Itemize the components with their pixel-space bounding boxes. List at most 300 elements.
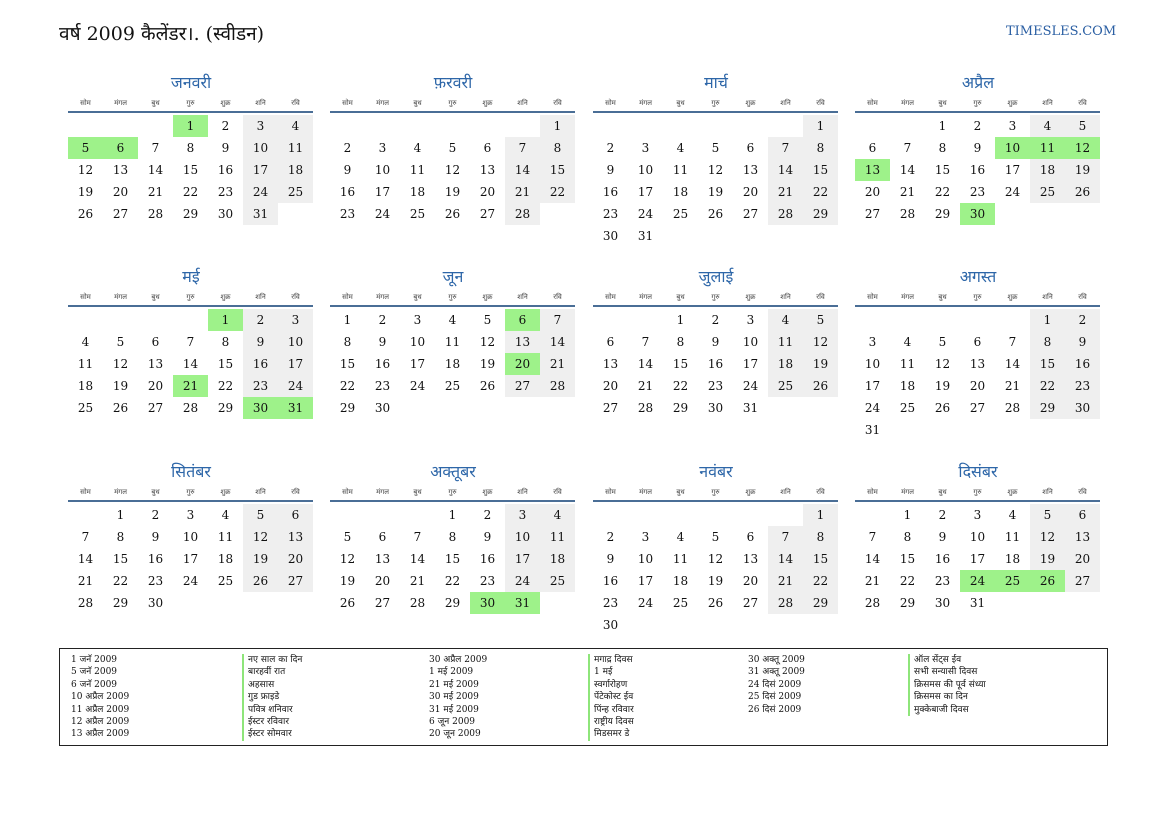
weekday-label: गुरु: [711, 488, 720, 496]
weekday-label: बुध: [938, 99, 947, 107]
day-cell: 15: [899, 552, 916, 566]
empty-cell: [505, 115, 540, 137]
day-cell: 4: [448, 313, 457, 327]
month-rule: [68, 111, 313, 113]
day-cell: 3: [746, 313, 755, 327]
day-cell: 29: [672, 401, 689, 415]
day-cell: 3: [413, 313, 422, 327]
day-grid: [330, 504, 576, 614]
empty-cell: [593, 115, 628, 137]
day-cell: 15: [934, 163, 951, 177]
day-cell: 25: [540, 570, 575, 592]
empty-cell: [593, 504, 628, 526]
day-cell: 25: [217, 574, 234, 588]
day-cell: 8: [343, 335, 352, 349]
weekday-label: मंगल: [639, 99, 652, 107]
day-cell: 19: [77, 185, 94, 199]
day-cell: 22: [934, 185, 951, 199]
day-cell: 21: [899, 185, 916, 199]
day-cell: 18: [768, 353, 803, 375]
weekday-label: मंगल: [376, 293, 389, 301]
weekday-label: गुरु: [448, 293, 457, 301]
weekday-header: [593, 290, 839, 304]
day-cell: 29: [899, 596, 916, 610]
day-cell: 20: [742, 574, 759, 588]
month-rule: [68, 305, 313, 307]
day-cell: 1: [448, 508, 457, 522]
day-cell: 6: [606, 335, 615, 349]
day-cell: 19: [803, 353, 838, 375]
day-cell: 30: [602, 229, 619, 243]
day-cell: 24: [278, 375, 313, 397]
day-cell: 22: [803, 570, 838, 592]
day-cell: 11: [672, 552, 689, 566]
weekday-label: बुध: [413, 293, 422, 301]
empty-cell: [435, 115, 470, 137]
day-cell: 24: [374, 207, 391, 221]
day-cell: 4: [540, 504, 575, 526]
day-cell: 4: [81, 335, 90, 349]
holiday-names: [908, 654, 986, 716]
day-cell: 8: [540, 137, 575, 159]
holiday-day: 31: [505, 592, 540, 614]
weekday-label: गुरु: [973, 99, 982, 107]
day-cell: 25: [672, 596, 689, 610]
holiday-date: 25 दिसं 2009: [748, 692, 802, 703]
empty-cell: [663, 115, 698, 137]
day-cell: 14: [409, 552, 426, 566]
day-cell: 3: [278, 309, 313, 331]
day-cell: 9: [378, 335, 387, 349]
day-cell: 16: [602, 574, 619, 588]
day-cell: 17: [742, 357, 759, 371]
day-cell: 13: [742, 552, 759, 566]
day-cell: 22: [182, 185, 199, 199]
day-cell: 6: [868, 141, 877, 155]
day-cell: 5: [116, 335, 125, 349]
day-cell: 19: [112, 379, 129, 393]
holiday-date: 11 अप्रैल 2009: [71, 704, 130, 715]
empty-cell: [960, 309, 995, 331]
weekday-label: मंगल: [901, 293, 914, 301]
weekday-label: रवि: [816, 99, 825, 107]
day-cell: 3: [641, 141, 650, 155]
day-cell: 25: [278, 181, 313, 203]
day-grid: [68, 309, 314, 419]
day-cell: 5: [1030, 504, 1065, 526]
day-cell: 5: [711, 141, 720, 155]
day-cell: 1: [540, 115, 575, 137]
month-rule: [330, 500, 575, 502]
day-cell: 20: [374, 574, 391, 588]
empty-cell: [103, 115, 138, 137]
holiday-day: 1: [173, 115, 208, 137]
month-block: [593, 459, 839, 636]
holiday-name: नए साल का दिन: [248, 655, 303, 665]
day-cell: 8: [1030, 331, 1065, 353]
holiday-day: 21: [173, 375, 208, 397]
day-cell: 29: [444, 596, 461, 610]
day-cell: 5: [243, 504, 278, 526]
weekday-label: गुरु: [448, 488, 457, 496]
day-cell: 4: [768, 309, 803, 331]
holiday-day: 30: [243, 397, 278, 419]
empty-cell: [855, 309, 890, 331]
day-cell: 8: [903, 530, 912, 544]
day-cell: 6: [483, 141, 492, 155]
day-cell: 25: [899, 401, 916, 415]
day-cell: 2: [606, 141, 615, 155]
day-cell: 27: [742, 596, 759, 610]
holiday-day: 1: [208, 309, 243, 331]
day-cell: 3: [641, 530, 650, 544]
day-cell: 25: [768, 375, 803, 397]
day-cell: 23: [217, 185, 234, 199]
empty-cell: [768, 504, 803, 526]
day-cell: 22: [339, 379, 356, 393]
month-name: दिसंबर: [958, 462, 998, 481]
day-cell: 17: [637, 574, 654, 588]
day-cell: 17: [1004, 163, 1021, 177]
day-cell: 16: [217, 163, 234, 177]
day-cell: 29: [182, 207, 199, 221]
weekday-label: गुरु: [186, 99, 195, 107]
day-grid: [330, 115, 576, 225]
day-cell: 16: [1065, 353, 1100, 375]
holiday-day: 5: [68, 137, 103, 159]
empty-cell: [698, 504, 733, 526]
day-cell: 27: [112, 207, 129, 221]
day-cell: 17: [278, 353, 313, 375]
day-cell: 28: [182, 401, 199, 415]
holiday-date: 26 दिसं 2009: [748, 704, 802, 715]
holiday-day: 6: [103, 137, 138, 159]
month-block: [330, 70, 576, 225]
empty-cell: [365, 504, 400, 526]
day-cell: 29: [112, 596, 129, 610]
weekday-label: रवि: [553, 99, 562, 107]
day-cell: 14: [637, 357, 654, 371]
weekday-label: शनि: [1042, 99, 1053, 107]
holiday-name: सभी सन्यासी दिवस: [914, 667, 978, 678]
day-cell: 21: [147, 185, 164, 199]
day-grid: [855, 115, 1101, 225]
day-cell: 26: [243, 570, 278, 592]
day-cell: 25: [409, 207, 426, 221]
day-cell: 3: [505, 504, 540, 526]
day-cell: 15: [182, 163, 199, 177]
day-cell: 22: [899, 574, 916, 588]
day-grid: [593, 504, 839, 636]
weekday-header: [855, 485, 1101, 499]
day-cell: 7: [641, 335, 650, 349]
day-cell: 3: [973, 508, 982, 522]
weekday-label: शनि: [255, 488, 266, 496]
holiday-dates: [429, 654, 487, 741]
day-cell: 10: [864, 357, 881, 371]
day-cell: 2: [483, 508, 492, 522]
weekday-label: मंगल: [114, 293, 127, 301]
weekday-label: मंगल: [114, 99, 127, 107]
month-block: [593, 264, 839, 419]
weekday-label: रवि: [291, 488, 300, 496]
day-cell: 23: [1065, 375, 1100, 397]
day-cell: 11: [278, 137, 313, 159]
empty-cell: [855, 115, 890, 137]
weekday-label: बुध: [676, 293, 685, 301]
day-cell: 3: [243, 115, 278, 137]
empty-cell: [890, 115, 925, 137]
empty-cell: [173, 309, 208, 331]
day-cell: 8: [803, 137, 838, 159]
day-cell: 27: [602, 401, 619, 415]
day-cell: 27: [278, 570, 313, 592]
holiday-name: 1 मई: [594, 667, 613, 678]
day-cell: 13: [374, 552, 391, 566]
weekday-label: गुरु: [973, 488, 982, 496]
day-cell: 25: [444, 379, 461, 393]
day-cell: 1: [343, 313, 352, 327]
day-cell: 17: [969, 552, 986, 566]
holiday-date: 1 मई 2009: [429, 667, 474, 678]
day-cell: 30: [374, 401, 391, 415]
day-cell: 31: [637, 229, 654, 243]
weekday-label: शुक्र: [482, 293, 493, 301]
holiday-name: मुक्केबाजी दिवस: [914, 704, 969, 715]
day-cell: 9: [973, 141, 982, 155]
day-cell: 15: [217, 357, 234, 371]
day-cell: 31: [969, 596, 986, 610]
holiday-names: [242, 654, 302, 741]
day-cell: 21: [637, 379, 654, 393]
day-cell: 11: [672, 163, 689, 177]
weekday-label: रवि: [291, 99, 300, 107]
weekday-label: मंगल: [901, 99, 914, 107]
day-cell: 1: [803, 115, 838, 137]
weekday-label: रवि: [1078, 488, 1087, 496]
holiday-day: 25: [995, 570, 1030, 592]
day-cell: 31: [243, 203, 278, 225]
day-cell: 13: [479, 163, 496, 177]
day-cell: 6: [746, 141, 755, 155]
weekday-header: [330, 290, 576, 304]
day-cell: 21: [864, 574, 881, 588]
day-cell: 12: [339, 552, 356, 566]
day-cell: 1: [116, 508, 125, 522]
day-cell: 13: [278, 526, 313, 548]
weekday-header: [68, 96, 314, 110]
day-cell: 28: [505, 203, 540, 225]
month-name: जून: [442, 267, 464, 286]
day-cell: 4: [1030, 115, 1065, 137]
weekday-label: गुरु: [711, 293, 720, 301]
day-cell: 20: [479, 185, 496, 199]
month-name: अक्तूबर: [430, 462, 476, 481]
day-cell: 3: [1008, 119, 1017, 133]
day-cell: 13: [147, 357, 164, 371]
empty-cell: [68, 309, 103, 331]
day-cell: 24: [409, 379, 426, 393]
day-cell: 25: [1030, 181, 1065, 203]
empty-cell: [68, 504, 103, 526]
day-cell: 15: [540, 159, 575, 181]
day-cell: 6: [378, 530, 387, 544]
day-cell: 16: [934, 552, 951, 566]
day-cell: 31: [742, 401, 759, 415]
weekday-label: रवि: [291, 293, 300, 301]
weekday-header: [855, 96, 1101, 110]
day-cell: 8: [448, 530, 457, 544]
weekday-label: शनि: [780, 99, 791, 107]
day-cell: 18: [444, 357, 461, 371]
day-cell: 23: [374, 379, 391, 393]
holiday-date: 24 दिसं 2009: [748, 679, 802, 690]
day-cell: 27: [969, 401, 986, 415]
day-cell: 23: [969, 185, 986, 199]
day-cell: 16: [479, 552, 496, 566]
day-cell: 2: [606, 530, 615, 544]
weekday-label: गुरु: [711, 99, 720, 107]
month-name: सितंबर: [171, 462, 211, 481]
month-rule: [593, 111, 838, 113]
empty-cell: [663, 504, 698, 526]
month-rule: [593, 500, 838, 502]
weekday-label: शनि: [1042, 293, 1053, 301]
month-block: [68, 70, 314, 225]
holiday-name: अहसास: [248, 679, 275, 690]
day-cell: 23: [339, 207, 356, 221]
site-link[interactable]: TIMESLES.COM: [1006, 24, 1117, 39]
day-cell: 4: [413, 141, 422, 155]
empty-cell: [330, 115, 365, 137]
day-cell: 20: [864, 185, 881, 199]
day-cell: 11: [217, 530, 234, 544]
empty-cell: [400, 115, 435, 137]
day-cell: 15: [112, 552, 129, 566]
day-cell: 9: [243, 331, 278, 353]
weekday-label: शुक्र: [1007, 488, 1018, 496]
day-cell: 12: [444, 163, 461, 177]
day-cell: 15: [1030, 353, 1065, 375]
day-cell: 9: [938, 530, 947, 544]
day-cell: 21: [1004, 379, 1021, 393]
day-cell: 3: [186, 508, 195, 522]
day-cell: 18: [77, 379, 94, 393]
holiday-day: 12: [1065, 137, 1100, 159]
month-rule: [855, 500, 1100, 502]
holiday-date: 31 मई 2009: [429, 704, 479, 715]
day-cell: 29: [803, 203, 838, 225]
day-cell: 18: [672, 185, 689, 199]
weekday-label: सोम: [80, 293, 91, 301]
day-cell: 6: [746, 530, 755, 544]
day-cell: 20: [278, 548, 313, 570]
day-cell: 17: [637, 185, 654, 199]
day-cell: 24: [243, 181, 278, 203]
day-cell: 10: [182, 530, 199, 544]
day-cell: 20: [147, 379, 164, 393]
holiday-name: क्रिसमस का दिन: [914, 692, 968, 703]
day-cell: 19: [707, 185, 724, 199]
day-cell: 9: [221, 141, 230, 155]
day-cell: 8: [676, 335, 685, 349]
day-cell: 4: [676, 141, 685, 155]
weekday-label: सोम: [342, 488, 353, 496]
day-cell: 26: [77, 207, 94, 221]
empty-cell: [593, 309, 628, 331]
day-cell: 26: [707, 207, 724, 221]
day-cell: 21: [77, 574, 94, 588]
empty-cell: [628, 115, 663, 137]
weekday-label: गुरु: [186, 293, 195, 301]
month-block: [593, 70, 839, 247]
empty-cell: [628, 504, 663, 526]
holiday-names: [588, 654, 634, 741]
weekday-label: शुक्र: [745, 488, 756, 496]
weekday-label: शुक्र: [482, 99, 493, 107]
empty-cell: [365, 115, 400, 137]
day-cell: 9: [711, 335, 720, 349]
holiday-date: 5 जनॅ 2009: [71, 667, 118, 678]
day-cell: 19: [243, 548, 278, 570]
holiday-date: 6 जून 2009: [429, 717, 476, 728]
day-cell: 26: [1065, 181, 1100, 203]
day-cell: 16: [147, 552, 164, 566]
day-cell: 20: [602, 379, 619, 393]
weekday-label: गुरु: [973, 293, 982, 301]
weekday-label: शुक्र: [220, 99, 231, 107]
day-cell: 22: [1030, 375, 1065, 397]
day-cell: 12: [1030, 526, 1065, 548]
day-cell: 6: [278, 504, 313, 526]
day-cell: 18: [540, 548, 575, 570]
day-cell: 28: [77, 596, 94, 610]
day-cell: 1: [1030, 309, 1065, 331]
day-cell: 29: [1030, 397, 1065, 419]
day-cell: 8: [803, 526, 838, 548]
empty-cell: [330, 504, 365, 526]
day-cell: 14: [1004, 357, 1021, 371]
day-cell: 22: [672, 379, 689, 393]
day-cell: 27: [742, 207, 759, 221]
day-cell: 28: [899, 207, 916, 221]
month-rule: [855, 111, 1100, 113]
month-name: नवंबर: [699, 462, 733, 481]
day-grid: [855, 309, 1101, 441]
weekday-label: मंगल: [376, 488, 389, 496]
day-cell: 4: [676, 530, 685, 544]
day-cell: 27: [505, 375, 540, 397]
day-cell: 13: [742, 163, 759, 177]
day-cell: 14: [768, 548, 803, 570]
holiday-date: 10 अप्रैल 2009: [71, 692, 130, 703]
holiday-date: 12 अप्रैल 2009: [71, 717, 130, 728]
month-name: जनवरी: [170, 73, 212, 92]
weekday-label: सोम: [80, 488, 91, 496]
day-cell: 19: [339, 574, 356, 588]
day-cell: 18: [278, 159, 313, 181]
empty-cell: [698, 115, 733, 137]
day-cell: 7: [903, 141, 912, 155]
weekday-label: शुक्र: [1007, 293, 1018, 301]
day-cell: 2: [378, 313, 387, 327]
day-cell: 7: [1008, 335, 1017, 349]
day-cell: 27: [1065, 570, 1100, 592]
day-cell: 21: [409, 574, 426, 588]
day-cell: 26: [339, 596, 356, 610]
month-name: अप्रैल: [961, 73, 995, 92]
day-grid: [593, 309, 839, 419]
